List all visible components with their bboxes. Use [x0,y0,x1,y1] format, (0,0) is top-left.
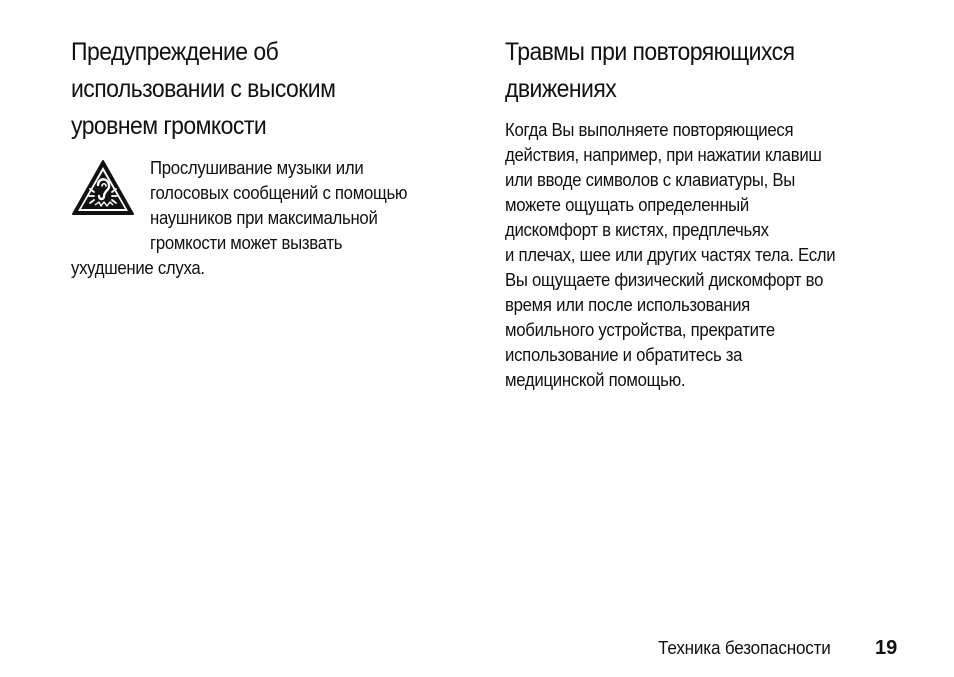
hearing-damage-warning-icon [71,159,135,217]
page-number: 19 [875,637,898,659]
repetitive-motion-title: Травмы при повторяющихся движениях [505,38,795,103]
hearing-warning-block [71,156,466,281]
repetitive-motion-text: Когда Вы выполняете повторяющиеся действия, например, при нажатии клавиш или вводе символов с клавиатуры, Вы можете ощущать определенный дискомфорт в кистях, предплечьях и плечах, шее или других частях тела. Если Вы ощущаете физический дискомфорт во время или после использования мобильного устройства, прекратите использование и обратитесь за медицинской помощью. [505,120,836,390]
hearing-warning-title: Предупреждение об использовании с высоким уровнем громкости [71,38,336,140]
footer-section-title: Техника безопасности [658,638,831,658]
hearing-warning-text-tail: ухудшение слуха. [71,258,205,278]
page-footer [0,636,954,662]
hearing-warning-text-lead: Прослушивание музыки или голосовых сообщений с помощью наушников при максимальной громкости может вызвать [150,158,408,253]
hearing-warning-section [71,34,466,281]
repetitive-motion-section [505,34,905,393]
